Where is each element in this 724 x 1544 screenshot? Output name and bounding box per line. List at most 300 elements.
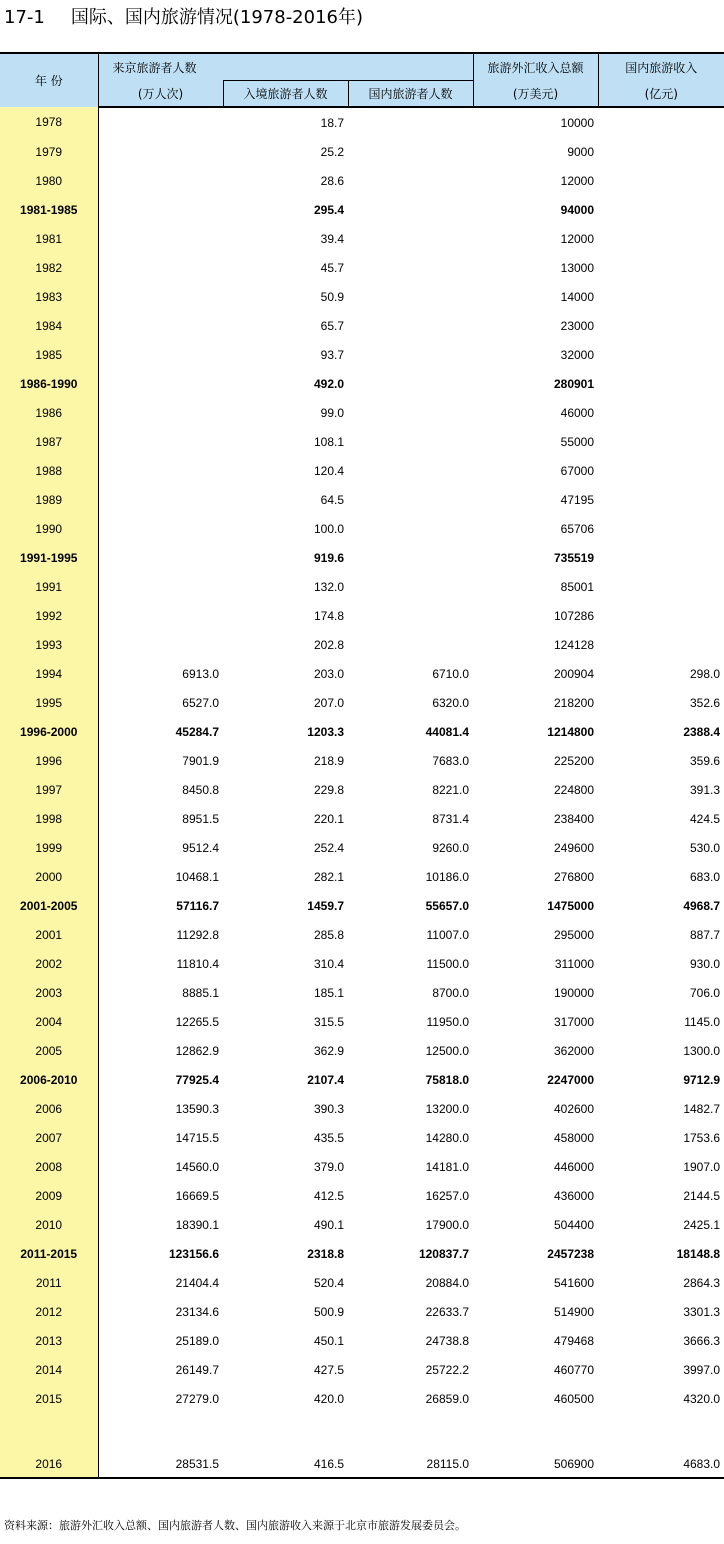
cell-year: 1980 [0, 166, 98, 195]
cell-year: 2000 [0, 862, 98, 891]
cell-inbound: 207.0 [313, 695, 344, 710]
cell-domestic [348, 427, 473, 456]
cell-income: 1907.0 [683, 1159, 721, 1174]
cell-income: 1482.7 [683, 1101, 721, 1116]
cell-income [598, 630, 724, 659]
cell-domestic: 7683.0 [432, 753, 470, 768]
cell-inbound: 120.4 [313, 463, 344, 478]
cell-inbound: 420.0 [313, 1391, 344, 1406]
cell-income: 359.6 [689, 753, 721, 768]
cell-income: 4968.7 [683, 898, 721, 913]
cell-total [98, 311, 223, 340]
cell-total [98, 427, 223, 456]
cell-inbound: 282.1 [313, 869, 344, 884]
cell-income [598, 456, 724, 485]
cell-year: 1995 [0, 688, 98, 717]
cell-year: 1993 [0, 630, 98, 659]
table-row [0, 514, 724, 543]
cell-income [598, 107, 724, 137]
cell-inbound: 427.5 [313, 1362, 344, 1377]
cell-income: 4683.0 [598, 1413, 724, 1478]
cell-inbound: 295.4 [313, 202, 344, 217]
tourism-table [0, 52, 724, 1479]
cell-domestic [348, 340, 473, 369]
cell-year: 2001-2005 [0, 891, 98, 920]
header-forex-unit: (万美元) [473, 81, 598, 108]
cell-domestic [348, 137, 473, 166]
cell-total: 27279.0 [175, 1391, 219, 1406]
cell-year: 1992 [0, 601, 98, 630]
cell-inbound: 1203.3 [307, 724, 344, 739]
cell-year: 2006 [0, 1094, 98, 1123]
cell-income [598, 427, 724, 456]
cell-year: 2013 [0, 1326, 98, 1355]
cell-year: 1991-1995 [0, 543, 98, 572]
cell-total [98, 195, 223, 224]
cell-inbound: 218.9 [313, 753, 344, 768]
cell-inbound: 93.7 [320, 347, 344, 362]
cell-inbound: 185.1 [313, 985, 344, 1000]
cell-forex: 402600 [553, 1101, 595, 1116]
cell-income [598, 253, 724, 282]
header-year: 年 份 [0, 53, 98, 107]
cell-total: 16669.5 [175, 1188, 219, 1203]
cell-inbound: 520.4 [313, 1275, 344, 1290]
cell-total: 14560.0 [175, 1159, 219, 1174]
cell-year: 1994 [0, 659, 98, 688]
cell-year: 2004 [0, 1007, 98, 1036]
cell-forex: 65706 [560, 521, 595, 536]
cell-year: 2001 [0, 920, 98, 949]
cell-forex: 2457238 [547, 1246, 595, 1261]
cell-forex: 190000 [553, 985, 595, 1000]
cell-year: 1991 [0, 572, 98, 601]
table-row [0, 311, 724, 340]
cell-inbound: 108.1 [313, 434, 344, 449]
cell-domestic [348, 572, 473, 601]
cell-forex: 280901 [553, 376, 595, 391]
table-row [0, 543, 724, 572]
cell-domestic: 25722.2 [425, 1362, 470, 1377]
cell-domestic: 16257.0 [425, 1188, 470, 1203]
cell-year: 2006-2010 [0, 1065, 98, 1094]
cell-year: 2012 [0, 1297, 98, 1326]
table-row [0, 862, 724, 891]
table-row [0, 920, 724, 949]
cell-forex: 55000 [560, 434, 595, 449]
cell-domestic: 55657.0 [425, 898, 470, 913]
table-row [0, 224, 724, 253]
cell-inbound: 412.5 [313, 1188, 344, 1203]
cell-inbound: 379.0 [313, 1159, 344, 1174]
table-title-text: 国际、国内旅游情况(1978-2016年) [70, 7, 364, 28]
cell-domestic: 8700.0 [432, 985, 470, 1000]
table-row [0, 804, 724, 833]
table-row [0, 688, 724, 717]
table-row [0, 1355, 724, 1384]
cell-forex: 9000 [567, 144, 595, 159]
cell-inbound: 252.4 [313, 840, 344, 855]
cell-inbound: 310.4 [313, 956, 344, 971]
table-row [0, 340, 724, 369]
cell-income [598, 485, 724, 514]
cell-income [598, 572, 724, 601]
cell-income [598, 514, 724, 543]
cell-year: 1996-2000 [0, 717, 98, 746]
cell-total: 8885.1 [182, 985, 219, 1000]
cell-year: 1999 [0, 833, 98, 862]
header-visitors-unit: (万人次) [98, 81, 223, 108]
cell-income: 2425.1 [683, 1217, 721, 1232]
cell-year: 2010 [0, 1210, 98, 1239]
cell-year: 1979 [0, 137, 98, 166]
cell-forex: 23000 [560, 318, 595, 333]
cell-income [598, 398, 724, 427]
cell-income: 2864.3 [683, 1275, 721, 1290]
cell-inbound: 490.1 [313, 1217, 344, 1232]
cell-inbound: 45.7 [320, 260, 344, 275]
cell-inbound: 315.5 [313, 1014, 344, 1029]
cell-total [98, 543, 223, 572]
cell-income: 391.3 [689, 782, 721, 797]
cell-year: 2003 [0, 978, 98, 1007]
table-row [0, 456, 724, 485]
cell-domestic: 14280.0 [425, 1130, 470, 1145]
cell-income [598, 340, 724, 369]
cell-year: 2005 [0, 1036, 98, 1065]
cell-total [98, 369, 223, 398]
cell-inbound: 50.9 [320, 289, 344, 304]
cell-domestic [348, 601, 473, 630]
cell-forex: 311000 [554, 956, 595, 971]
cell-income: 930.0 [689, 956, 721, 971]
cell-domestic [348, 630, 473, 659]
table-row [0, 1384, 724, 1413]
cell-total: 26149.7 [175, 1362, 219, 1377]
table-row [0, 1065, 724, 1094]
cell-income: 1300.0 [683, 1043, 721, 1058]
cell-forex: 295000 [553, 927, 595, 942]
cell-domestic [348, 514, 473, 543]
table-row [0, 978, 724, 1007]
cell-income: 18148.8 [676, 1246, 721, 1261]
cell-income [598, 282, 724, 311]
cell-domestic: 20884.0 [425, 1275, 470, 1290]
cell-forex: 13000 [560, 260, 595, 275]
cell-inbound: 919.6 [313, 550, 344, 565]
cell-income: 1145.0 [684, 1014, 721, 1029]
cell-total: 57116.7 [176, 898, 219, 913]
table-row [0, 659, 724, 688]
cell-forex: 735519 [553, 550, 595, 565]
cell-forex: 362000 [553, 1043, 595, 1058]
cell-total: 6527.0 [182, 695, 219, 710]
cell-year: 1981-1985 [0, 195, 98, 224]
cell-income: 2144.5 [683, 1188, 721, 1203]
cell-domestic [348, 369, 473, 398]
cell-inbound: 203.0 [313, 666, 344, 681]
cell-forex: 225200 [553, 753, 595, 768]
table-row [0, 107, 724, 137]
cell-year: 1986-1990 [0, 369, 98, 398]
cell-year: 1985 [0, 340, 98, 369]
cell-domestic: 9260.0 [432, 840, 470, 855]
cell-domestic: 75818.0 [425, 1072, 470, 1087]
cell-inbound: 132.0 [313, 579, 344, 594]
cell-domestic [348, 485, 473, 514]
cell-year: 2015 [0, 1384, 98, 1413]
cell-total: 8450.8 [182, 782, 219, 797]
cell-domestic: 44081.4 [425, 724, 470, 739]
header-inbound: 入境旅游者人数 [223, 81, 348, 108]
cell-year: 1981 [0, 224, 98, 253]
cell-income: 683.0 [689, 869, 721, 884]
cell-inbound: 500.9 [313, 1304, 344, 1319]
source-footnote: 资料来源：旅游外汇收入总额、国内旅游者人数、国内旅游收入来源于北京市旅游发展委员会。 [4, 1519, 466, 1532]
cell-forex: 47195 [560, 492, 595, 507]
cell-total: 12265.5 [175, 1014, 219, 1029]
cell-total [98, 398, 223, 427]
table-row [0, 1326, 724, 1355]
cell-income [598, 369, 724, 398]
cell-year: 2011 [0, 1268, 98, 1297]
table-row [0, 195, 724, 224]
cell-total: 8951.5 [182, 811, 219, 826]
cell-year: 2011-2015 [0, 1239, 98, 1268]
cell-domestic: 22633.7 [425, 1304, 470, 1319]
cell-total [98, 485, 223, 514]
cell-inbound: 450.1 [313, 1333, 344, 1348]
cell-domestic: 17900.0 [425, 1217, 470, 1232]
cell-inbound: 39.4 [320, 231, 344, 246]
cell-domestic: 24738.8 [425, 1333, 470, 1348]
cell-inbound: 229.8 [313, 782, 344, 797]
cell-year: 2014 [0, 1355, 98, 1384]
cell-total: 10468.1 [175, 869, 219, 884]
cell-year: 1988 [0, 456, 98, 485]
cell-forex: 10000 [560, 115, 595, 130]
table-row [0, 1413, 724, 1478]
table-row [0, 1268, 724, 1297]
cell-domestic: 6320.0 [432, 695, 470, 710]
cell-forex: 1214800 [547, 724, 595, 739]
cell-forex: 458000 [553, 1130, 595, 1145]
cell-total: 12862.9 [175, 1043, 219, 1058]
cell-inbound: 2318.8 [307, 1246, 344, 1261]
cell-forex: 107286 [553, 608, 595, 623]
cell-forex: 94000 [560, 202, 595, 217]
cell-domestic: 10186.0 [425, 869, 470, 884]
cell-total: 45284.7 [175, 724, 219, 739]
table-row [0, 746, 724, 775]
cell-inbound: 28.6 [320, 173, 344, 188]
cell-forex: 238400 [553, 811, 595, 826]
cell-domestic [348, 311, 473, 340]
cell-inbound: 2107.4 [307, 1072, 344, 1087]
header-visitors-group: 来京旅游者人数 [98, 53, 473, 81]
cell-domestic: 13200.0 [425, 1101, 470, 1116]
cell-forex: 504400 [553, 1217, 595, 1232]
cell-income: 2388.4 [683, 724, 721, 739]
cell-domestic [348, 166, 473, 195]
cell-total: 18390.1 [175, 1217, 219, 1232]
table-row [0, 891, 724, 920]
cell-year: 2016 [0, 1413, 98, 1478]
cell-total: 7901.9 [182, 753, 219, 768]
table-row [0, 630, 724, 659]
cell-total [98, 601, 223, 630]
header-domestic-income: 国内旅游收入 [598, 53, 724, 81]
cell-domestic: 12500.0 [425, 1043, 470, 1058]
cell-total: 9512.4 [182, 840, 219, 855]
cell-domestic [348, 253, 473, 282]
cell-total [98, 253, 223, 282]
table-row [0, 398, 724, 427]
table-row [0, 833, 724, 862]
cell-total [98, 137, 223, 166]
table-row [0, 282, 724, 311]
cell-year: 1986 [0, 398, 98, 427]
cell-forex: 85001 [560, 579, 595, 594]
cell-inbound: 18.7 [320, 115, 344, 130]
cell-forex: 12000 [560, 231, 595, 246]
cell-forex: 46000 [560, 405, 595, 420]
cell-domestic: 11950.0 [426, 1014, 470, 1029]
cell-inbound: 100.0 [313, 521, 344, 536]
cell-total [98, 166, 223, 195]
cell-domestic [348, 456, 473, 485]
cell-inbound: 1459.7 [307, 898, 344, 913]
cell-domestic [348, 282, 473, 311]
cell-forex: 124128 [553, 637, 595, 652]
cell-income: 706.0 [689, 985, 721, 1000]
table-header [0, 53, 724, 107]
cell-total [98, 107, 223, 137]
table-row [0, 166, 724, 195]
cell-income [598, 195, 724, 224]
table-number: 17-1 [4, 7, 45, 28]
cell-domestic: 28115.0 [348, 1413, 473, 1478]
cell-year: 1989 [0, 485, 98, 514]
cell-year: 1978 [0, 107, 98, 137]
cell-forex: 460770 [553, 1362, 595, 1377]
table-title [4, 6, 363, 30]
cell-forex: 249600 [553, 840, 595, 855]
table-row [0, 1036, 724, 1065]
table-row [0, 1181, 724, 1210]
cell-total: 14715.5 [175, 1130, 219, 1145]
header-domestic: 国内旅游者人数 [348, 81, 473, 108]
header-forex: 旅游外汇收入总额 [473, 53, 598, 81]
cell-income: 3666.3 [683, 1333, 721, 1348]
cell-forex: 436000 [553, 1188, 595, 1203]
cell-income: 4320.0 [683, 1391, 721, 1406]
cell-domestic: 8731.4 [432, 811, 470, 826]
cell-total [98, 340, 223, 369]
cell-total [98, 282, 223, 311]
cell-forex: 32000 [560, 347, 595, 362]
table-row [0, 1239, 724, 1268]
cell-inbound: 390.3 [313, 1101, 344, 1116]
table-row [0, 1152, 724, 1181]
cell-year: 2009 [0, 1181, 98, 1210]
cell-income [598, 543, 724, 572]
cell-inbound: 174.8 [313, 608, 344, 623]
cell-forex: 218200 [553, 695, 595, 710]
cell-forex: 317000 [553, 1014, 595, 1029]
cell-domestic [348, 398, 473, 427]
cell-domestic: 11500.0 [426, 956, 470, 971]
table-row [0, 1007, 724, 1036]
cell-income: 3301.3 [683, 1304, 721, 1319]
cell-forex: 224800 [553, 782, 595, 797]
cell-inbound: 65.7 [320, 318, 344, 333]
table-row [0, 1210, 724, 1239]
cell-forex: 1475000 [547, 898, 595, 913]
table-row [0, 572, 724, 601]
cell-inbound: 64.5 [320, 492, 344, 507]
cell-total [98, 514, 223, 543]
cell-income [598, 311, 724, 340]
table-row [0, 253, 724, 282]
cell-income: 887.7 [689, 927, 721, 942]
cell-domestic: 8221.0 [432, 782, 470, 797]
cell-forex: 506900 [473, 1413, 598, 1478]
cell-forex: 12000 [560, 173, 595, 188]
table-row [0, 137, 724, 166]
cell-income: 530.0 [689, 840, 721, 855]
cell-inbound: 99.0 [320, 405, 344, 420]
cell-year: 1998 [0, 804, 98, 833]
cell-income: 3997.0 [683, 1362, 721, 1377]
cell-total: 25189.0 [175, 1333, 219, 1348]
cell-total: 123156.6 [168, 1246, 219, 1261]
cell-total: 21404.4 [175, 1275, 219, 1290]
cell-total [98, 630, 223, 659]
cell-year: 2002 [0, 949, 98, 978]
cell-total: 28531.5 [98, 1413, 223, 1478]
cell-income [598, 137, 724, 166]
cell-forex: 541600 [553, 1275, 595, 1290]
cell-income [598, 601, 724, 630]
cell-year: 1983 [0, 282, 98, 311]
cell-inbound: 202.8 [313, 637, 344, 652]
cell-domestic: 11007.0 [426, 927, 470, 942]
cell-year: 2007 [0, 1123, 98, 1152]
cell-domestic: 26859.0 [425, 1391, 470, 1406]
cell-income: 298.0 [689, 666, 721, 681]
cell-total: 6913.0 [182, 666, 219, 681]
cell-income: 1753.6 [683, 1130, 721, 1145]
cell-forex: 2247000 [547, 1072, 595, 1087]
cell-income: 424.5 [689, 811, 721, 826]
cell-total [98, 572, 223, 601]
cell-year: 1987 [0, 427, 98, 456]
cell-forex: 276800 [553, 869, 595, 884]
cell-forex: 514900 [553, 1304, 595, 1319]
table-row [0, 1123, 724, 1152]
cell-forex: 479468 [553, 1333, 595, 1348]
cell-inbound: 492.0 [313, 376, 344, 391]
cell-forex: 67000 [560, 463, 595, 478]
cell-inbound: 416.5 [223, 1413, 348, 1478]
cell-forex: 460500 [553, 1391, 595, 1406]
cell-domestic: 6710.0 [432, 666, 470, 681]
cell-total: 11292.8 [176, 927, 219, 942]
table-row [0, 775, 724, 804]
cell-forex: 446000 [553, 1159, 595, 1174]
table-row [0, 369, 724, 398]
